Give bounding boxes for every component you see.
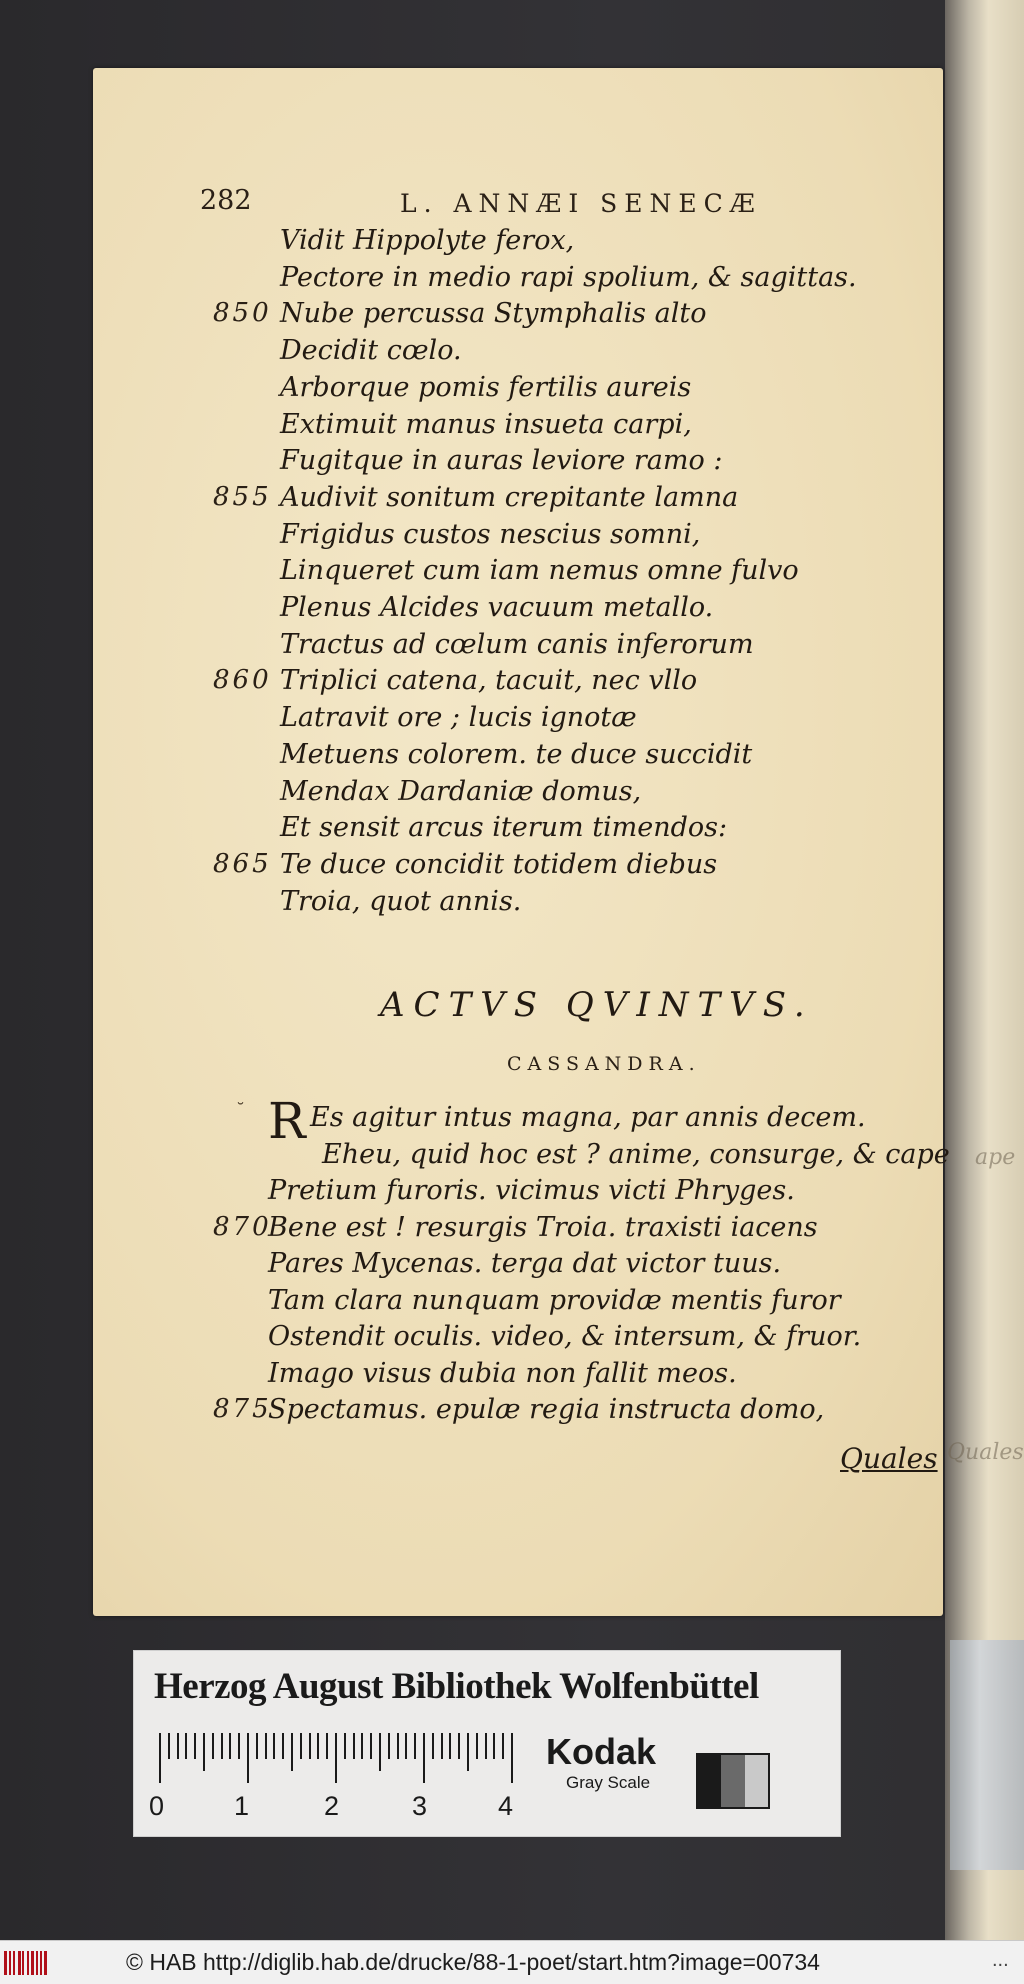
ruler-tick	[238, 1733, 240, 1759]
verse-line	[0, 592, 1024, 632]
ruler-tick	[353, 1733, 355, 1759]
verse-line	[0, 482, 1024, 522]
verse-text: Imago visus dubia non fallit meos.	[268, 1357, 737, 1389]
verse-line	[0, 1394, 1024, 1434]
ruler-tick	[221, 1733, 223, 1759]
ruler-tick	[432, 1733, 434, 1759]
ruler-tick	[159, 1733, 161, 1783]
barcode-bar	[40, 1951, 42, 1975]
ruler-tick	[256, 1733, 258, 1759]
swatch-light	[745, 1755, 768, 1807]
verse-text: Frigidus custos nescius somni,	[280, 518, 701, 550]
ruler-tick	[405, 1733, 407, 1759]
verse-line	[0, 1285, 1024, 1325]
ruler-tick	[449, 1733, 451, 1759]
ruler-tick	[194, 1733, 196, 1759]
kodak-logo-text: Kodak	[546, 1731, 657, 1772]
verse-line	[0, 1175, 1024, 1215]
ruler-tick	[414, 1733, 416, 1759]
ruler-label: 0	[149, 1791, 165, 1821]
line-number: 850	[213, 298, 272, 329]
ruler-tick	[370, 1733, 372, 1759]
verse-text: Te duce concidit totidem diebus	[280, 848, 718, 880]
verse-line	[0, 298, 1024, 338]
ruler-tick	[291, 1733, 293, 1771]
barcode-bar	[18, 1951, 21, 1975]
verse-text: Linqueret cum iam nemus omne fulvo	[280, 555, 799, 587]
ruler-tick	[441, 1733, 443, 1759]
verse-line	[0, 262, 1024, 302]
verse-line	[0, 1212, 1024, 1252]
ruler-tick	[273, 1733, 275, 1759]
library-name: Herzog August Bibliothek Wolfenbüttel	[154, 1666, 759, 1707]
ruler-tick	[300, 1733, 302, 1759]
ruler-tick	[397, 1733, 399, 1759]
verse-line	[0, 519, 1024, 559]
barcode-bar	[27, 1951, 29, 1975]
line-number: 870	[213, 1211, 272, 1242]
drop-capital: R	[268, 1092, 306, 1150]
gray-scale-label: Gray Scale	[566, 1773, 651, 1792]
ruler-tick	[229, 1733, 231, 1759]
ruler-label: 3	[412, 1791, 428, 1821]
verse-text: Pectore in medio rapi spolium, & sagittas.	[280, 261, 857, 293]
verse-line	[0, 739, 1024, 779]
verse-line	[0, 1358, 1024, 1398]
ruler-tick	[203, 1733, 205, 1771]
copyright-url-text[interactable]: © HAB http://diglib.hab.de/drucke/88-1-poet/start.htm?image=00734	[126, 1949, 820, 1975]
page-number: 282	[200, 185, 252, 216]
ruler-tick	[458, 1733, 460, 1759]
line-number: 875	[213, 1394, 272, 1424]
verse-text: Ostendit oculis. video, & intersum, & fruor.	[268, 1321, 862, 1352]
verse-line	[0, 1139, 1024, 1179]
verse-text: Mendax Dardaniæ domus,	[280, 775, 642, 807]
neighbor-page-catchword: Quales	[947, 1440, 1024, 1465]
act-heading: ACTVS QVINTVS.	[380, 985, 814, 1025]
verse-line	[0, 445, 1024, 485]
verse-text: Pares Mycenas. terga dat victor tuus.	[268, 1248, 782, 1279]
ruler-tick	[247, 1733, 249, 1783]
neighbor-page-fragment: ape	[975, 1145, 1016, 1170]
ruler-tick	[379, 1733, 381, 1771]
ruler-tick	[309, 1733, 311, 1759]
verse-line	[0, 335, 1024, 375]
line-number: 865	[213, 848, 272, 879]
verse-text: Fugitque in auras leviore ramo :	[280, 445, 723, 477]
verse-line	[0, 665, 1024, 705]
ruler-tick	[388, 1733, 390, 1759]
barcode-bar	[22, 1951, 24, 1975]
ruler-tick	[185, 1733, 187, 1759]
ruler-label: 1	[234, 1791, 250, 1821]
page-clamp	[950, 1640, 1024, 1870]
verse-line	[0, 849, 1024, 889]
hab-barcode-icon[interactable]	[4, 1951, 48, 1975]
gray-swatches	[696, 1753, 770, 1809]
barcode-bar	[31, 1951, 34, 1975]
running-head-title: L. ANNÆI SENECÆ	[400, 189, 762, 218]
ruler-tick	[177, 1733, 179, 1759]
ruler-tick	[282, 1733, 284, 1759]
verse-text: Plenus Alcides vacuum metallo.	[280, 592, 714, 623]
ruler-tick	[168, 1733, 170, 1759]
verse-text: Arborque pomis fertilis aureis	[280, 371, 692, 403]
ruler-tick	[344, 1733, 346, 1759]
ruler-tick	[326, 1733, 328, 1759]
barcode-bar	[44, 1951, 47, 1975]
ruler-tick	[212, 1733, 214, 1759]
verse-line	[0, 1321, 1024, 1361]
verse-text: Tractus ad cœlum canis inferorum	[280, 628, 754, 660]
swatch-mid	[721, 1755, 744, 1807]
ruler-tick	[265, 1733, 267, 1759]
verse-line	[0, 1248, 1024, 1288]
ruler-tick	[423, 1733, 425, 1783]
verse-line	[0, 372, 1024, 412]
verse-line	[0, 409, 1024, 449]
speaker-name: CASSANDRA.	[507, 1053, 701, 1075]
verse-text: Spectamus. epulæ regia instructa domo,	[268, 1394, 825, 1425]
verse-text: Tam clara nunquam providæ mentis furor	[268, 1284, 841, 1316]
ruler-tick	[467, 1733, 469, 1771]
ruler-label: 2	[324, 1791, 340, 1821]
verse-line	[0, 702, 1024, 742]
verse-text: Bene est ! resurgis Troia. traxisti iacens	[268, 1211, 818, 1243]
line-number: 855	[213, 481, 272, 512]
ruler-label: 4	[498, 1791, 514, 1821]
verse-line	[0, 812, 1024, 852]
ruler-tick	[476, 1733, 478, 1759]
ruler-tick	[335, 1733, 337, 1783]
ruler-tick	[502, 1733, 504, 1759]
verse-text: Metuens colorem. te duce succidit	[280, 738, 753, 770]
barcode-bar	[9, 1951, 11, 1975]
verse-line	[0, 629, 1024, 669]
ruler-tick	[511, 1733, 513, 1783]
verse-line	[0, 886, 1024, 926]
running-head	[200, 185, 880, 225]
verse-text: Eheu, quid hoc est ? anime, consurge, & cape	[322, 1138, 950, 1170]
verse-text: Et sensit arcus iterum timendos:	[280, 812, 728, 844]
margin-mark: ˘	[236, 1100, 245, 1121]
ruler-tick	[361, 1733, 363, 1759]
footer-bar	[0, 1940, 1024, 1984]
line-number: 860	[213, 665, 272, 696]
verse-text: Nube percussa Stymphalis alto	[280, 298, 707, 330]
verse-text: Troia, quot annis.	[280, 885, 522, 917]
catchword: Quales	[840, 1442, 938, 1475]
verse-text: Pretium furoris. vicimus victi Phryges.	[268, 1175, 795, 1206]
verse-line	[0, 1102, 1024, 1142]
more-options-icon[interactable]: ...	[992, 1949, 1009, 1971]
color-calibration-card	[133, 1650, 841, 1837]
verse-text: Extimuit manus insueta carpi,	[280, 408, 692, 440]
verse-line	[0, 555, 1024, 595]
verse-text: Audivit sonitum crepitante lamna	[280, 481, 739, 513]
ruler-tick	[485, 1733, 487, 1759]
verse-line	[0, 225, 1024, 265]
barcode-bar	[36, 1951, 38, 1975]
verse-text: Latravit ore ; lucis ignotæ	[280, 702, 637, 734]
verse-text: Es agitur intus magna, par annis decem.	[310, 1102, 866, 1133]
barcode-bar	[13, 1951, 15, 1975]
verse-text: Decidit cœlo.	[280, 335, 462, 367]
ruler-tick	[317, 1733, 319, 1759]
ruler-tick	[493, 1733, 495, 1759]
ruler-scale	[159, 1733, 519, 1793]
verse-text: Vidit Hippolyte ferox,	[280, 225, 575, 256]
swatch-dark	[698, 1755, 721, 1807]
verse-text: Triplici catena, tacuit, nec vllo	[280, 665, 698, 697]
verse-line	[0, 776, 1024, 816]
barcode-bar	[4, 1951, 7, 1975]
